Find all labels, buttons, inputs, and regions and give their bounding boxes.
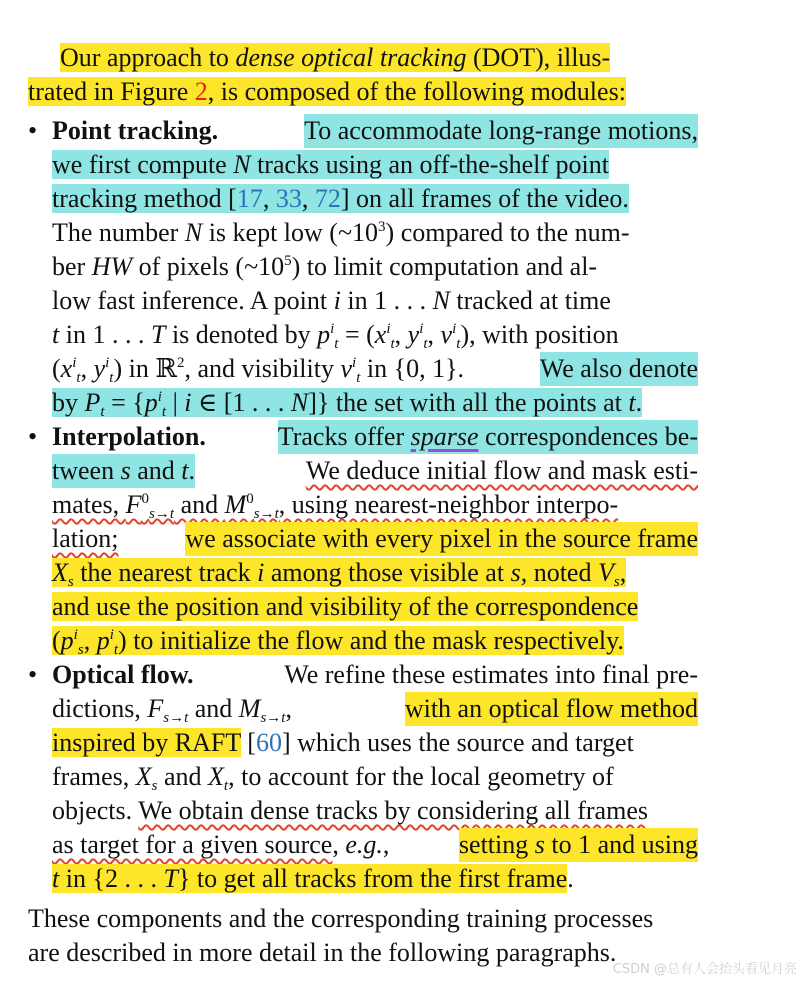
of-line-1 bbox=[52, 658, 698, 692]
text: in {0, 1}. bbox=[360, 354, 465, 383]
math-superscript: 0 bbox=[141, 491, 150, 507]
math-superscript: i bbox=[386, 321, 391, 337]
text: (DOT), illus- bbox=[466, 43, 611, 72]
math-subscript: s→t bbox=[163, 710, 189, 726]
emphasis-text: sparse bbox=[410, 422, 479, 451]
math-subscript: t bbox=[76, 370, 81, 386]
interp-line-2 bbox=[52, 454, 698, 488]
text: correspondences be- bbox=[478, 422, 698, 451]
citation-link[interactable]: 33 bbox=[275, 184, 302, 213]
intro-line-1 bbox=[60, 41, 697, 75]
closing-line-2 bbox=[28, 936, 616, 970]
text: the nearest track bbox=[73, 558, 258, 587]
of-line-6 bbox=[52, 828, 698, 862]
math: i bbox=[333, 286, 341, 315]
text: we associate with every pixel in the source frame bbox=[185, 522, 698, 556]
text: These components and the corresponding training processes bbox=[28, 904, 654, 933]
math: v bbox=[440, 320, 453, 349]
math-subscript: s bbox=[77, 642, 84, 658]
math-subscript: s→t bbox=[149, 506, 175, 522]
pt-line-4 bbox=[52, 216, 630, 250]
text: ), with position bbox=[460, 320, 619, 349]
text: , to account for the local geometry of bbox=[228, 762, 614, 791]
text: . bbox=[567, 864, 574, 893]
text: . bbox=[635, 388, 643, 417]
text: , bbox=[332, 830, 346, 859]
text: tween bbox=[52, 456, 121, 485]
closing-line-1 bbox=[28, 902, 653, 936]
math-superscript: i bbox=[452, 321, 457, 337]
text: setting bbox=[458, 830, 535, 859]
math: x bbox=[374, 320, 387, 349]
text: , bbox=[301, 184, 315, 213]
emphasis-text: e.g. bbox=[345, 830, 383, 859]
math: F bbox=[147, 694, 164, 723]
text: ∈ [1 . . . bbox=[191, 388, 291, 417]
text: ( bbox=[52, 354, 61, 383]
math-exponent: 3 bbox=[378, 219, 386, 235]
watermark: CSDN @总有人会抬头看见月亮 bbox=[612, 962, 797, 977]
of-line-5 bbox=[52, 794, 648, 828]
text: is kept low (~10 bbox=[202, 218, 379, 247]
math: x bbox=[60, 354, 73, 383]
text: of pixels (~10 bbox=[132, 252, 285, 281]
math: s bbox=[534, 830, 545, 859]
math-superscript: i bbox=[72, 355, 77, 371]
math-superscript: i bbox=[105, 355, 110, 371]
text: in 1 . . . bbox=[59, 320, 151, 349]
math-superscript: i bbox=[419, 321, 424, 337]
text: tracks using an off-the-shelf point bbox=[250, 150, 609, 179]
pt-line-3 bbox=[52, 182, 629, 216]
math: t bbox=[628, 388, 636, 417]
text: mates, bbox=[52, 490, 126, 519]
math: i bbox=[184, 388, 192, 417]
section-heading: Interpolation. bbox=[52, 422, 206, 451]
math-subscript: t bbox=[334, 336, 339, 352]
pt-line-9 bbox=[52, 386, 642, 420]
text: We refine these estimates into final pre- bbox=[284, 660, 698, 689]
of-line-3 bbox=[52, 726, 634, 760]
math: X bbox=[208, 762, 224, 791]
citation-link[interactable]: 72 bbox=[314, 184, 341, 213]
text: ]} the set with all the points at bbox=[308, 388, 629, 417]
text: Our approach to bbox=[60, 43, 236, 72]
math: s bbox=[510, 558, 521, 587]
math: p bbox=[60, 626, 74, 655]
of-line-2 bbox=[52, 692, 698, 726]
math: F bbox=[125, 490, 142, 519]
text: , using nearest-neighbor interpo- bbox=[278, 490, 619, 519]
text: To accommodate long-range motions, bbox=[304, 114, 698, 148]
math-subscript: t bbox=[100, 404, 105, 420]
text: and bbox=[188, 694, 239, 723]
math: N bbox=[432, 286, 450, 315]
text: dictions, bbox=[52, 694, 148, 723]
interp-line-5 bbox=[52, 556, 626, 590]
section-heading: Point tracking. bbox=[52, 116, 219, 145]
figure-link[interactable]: 2 bbox=[194, 77, 208, 106]
text: The number bbox=[52, 218, 185, 247]
text: ber bbox=[52, 252, 92, 281]
math-subscript: s bbox=[613, 574, 620, 590]
text: , bbox=[394, 320, 408, 349]
text: in ℝ bbox=[122, 354, 177, 383]
pt-line-2 bbox=[52, 148, 609, 182]
interp-line-6 bbox=[52, 590, 638, 624]
math: V bbox=[597, 558, 614, 587]
pt-line-1 bbox=[52, 114, 698, 148]
interp-line-1 bbox=[52, 420, 698, 454]
math: y bbox=[93, 354, 106, 383]
math: t bbox=[181, 456, 189, 485]
citation-link[interactable]: 17 bbox=[236, 184, 263, 213]
math: v bbox=[340, 354, 353, 383]
text: , bbox=[83, 626, 97, 655]
bullet-optical-flow: • bbox=[28, 660, 38, 689]
text: , and visibility bbox=[184, 354, 341, 383]
text: with an optical flow method bbox=[405, 692, 698, 726]
text: as target for a given source bbox=[52, 830, 333, 859]
text: lation; bbox=[52, 524, 119, 553]
math-subscript: t bbox=[113, 642, 119, 658]
math: M bbox=[238, 694, 261, 723]
text: ) compared to the num- bbox=[385, 218, 630, 247]
text: are described in more detail in the following paragraphs. bbox=[28, 938, 617, 967]
text: ( bbox=[52, 626, 61, 655]
text: , noted bbox=[520, 558, 598, 587]
math-superscript: i bbox=[330, 321, 335, 337]
pt-line-7 bbox=[52, 318, 619, 352]
math-superscript: i bbox=[73, 627, 78, 643]
text: tracked at time bbox=[449, 286, 611, 315]
math: p bbox=[317, 320, 331, 349]
text: we first compute bbox=[52, 150, 234, 179]
math: T bbox=[163, 864, 178, 893]
text: } to get all tracks from the first frame bbox=[177, 864, 568, 893]
text: [ bbox=[240, 728, 256, 757]
math-exponent: 2 bbox=[176, 355, 185, 371]
text: , bbox=[382, 830, 390, 859]
interp-line-4 bbox=[52, 522, 698, 556]
math-subscript: t bbox=[109, 370, 114, 386]
bullet-interpolation: • bbox=[28, 422, 38, 451]
pt-line-6 bbox=[52, 284, 611, 318]
text: by bbox=[52, 388, 85, 417]
text: Tracks offer bbox=[277, 422, 411, 451]
text: ) to limit computation and al- bbox=[291, 252, 598, 281]
math: T bbox=[150, 320, 166, 349]
citation-link[interactable]: 60 bbox=[255, 728, 282, 757]
text: to initialize the flow and the mask respectively. bbox=[126, 626, 624, 655]
math-subscript: t bbox=[390, 336, 395, 352]
pt-line-5 bbox=[52, 250, 597, 284]
math: M bbox=[224, 490, 247, 519]
text: to 1 and using bbox=[544, 830, 698, 859]
math: t bbox=[52, 320, 60, 349]
text: in {2 . . . bbox=[59, 864, 164, 893]
text: and bbox=[157, 762, 209, 791]
bullet-point-tracking: • bbox=[28, 116, 38, 145]
text: We deduce initial flow and mask esti- bbox=[305, 456, 698, 485]
math-subscript: t bbox=[161, 404, 167, 420]
text: We also denote bbox=[540, 352, 698, 386]
text: inspired by RAFT bbox=[52, 728, 241, 757]
math: X bbox=[52, 558, 68, 587]
math: N bbox=[290, 388, 309, 417]
math-subscript: s→t bbox=[260, 710, 286, 726]
text: and bbox=[174, 490, 225, 519]
text: , bbox=[285, 694, 292, 723]
text: low fast inference. A point bbox=[52, 286, 334, 315]
text: = ( bbox=[338, 320, 375, 349]
text: We obtain dense tracks by considering all frames bbox=[138, 796, 648, 825]
pt-line-8 bbox=[52, 352, 698, 386]
text: and use the position and visibility of the correspondence bbox=[52, 592, 639, 621]
math-subscript: t bbox=[356, 370, 361, 386]
interp-line-3 bbox=[52, 488, 618, 522]
of-line-4 bbox=[52, 760, 614, 794]
math-superscript: i bbox=[109, 627, 114, 643]
text: . bbox=[188, 456, 195, 485]
math-subscript: t bbox=[223, 778, 229, 794]
math: y bbox=[407, 320, 420, 349]
math: N bbox=[184, 218, 203, 247]
text: tracking method [ bbox=[52, 184, 237, 213]
text: , bbox=[619, 558, 627, 587]
text: is denoted by bbox=[165, 320, 318, 349]
math-subscript: t bbox=[456, 336, 461, 352]
math: p bbox=[96, 626, 110, 655]
text: | bbox=[166, 388, 185, 417]
math-exponent: 5 bbox=[284, 253, 292, 269]
emphasis-text: dense optical tracking bbox=[235, 43, 467, 72]
math: i bbox=[257, 558, 265, 587]
math-superscript: i bbox=[352, 355, 357, 371]
text: = { bbox=[104, 388, 145, 417]
section-heading: Optical flow. bbox=[52, 660, 194, 689]
text: objects. bbox=[52, 796, 139, 825]
math-subscript: s→t bbox=[253, 506, 279, 522]
math-subscript: t bbox=[423, 336, 428, 352]
math: t bbox=[52, 864, 60, 893]
text: , bbox=[427, 320, 441, 349]
math: p bbox=[144, 388, 158, 417]
text: trated in Figure bbox=[28, 77, 195, 106]
text: among those visible at bbox=[264, 558, 511, 587]
text: ) bbox=[118, 626, 127, 655]
math: X bbox=[135, 762, 152, 791]
math-superscript: i bbox=[157, 389, 162, 405]
text: , bbox=[262, 184, 276, 213]
text: in 1 . . . bbox=[340, 286, 433, 315]
math-subscript: s bbox=[67, 574, 74, 590]
math-superscript: 0 bbox=[246, 491, 254, 507]
text: ] on all frames of the video. bbox=[340, 184, 629, 213]
text: ] which uses the source and target bbox=[281, 728, 634, 757]
text: , bbox=[80, 354, 94, 383]
intro-line-2 bbox=[28, 75, 626, 109]
math: HW bbox=[91, 252, 133, 281]
math: N bbox=[233, 150, 251, 179]
of-line-7 bbox=[52, 862, 574, 896]
text: ) bbox=[113, 354, 123, 383]
text: and bbox=[130, 456, 182, 485]
math: P bbox=[84, 388, 101, 417]
text: frames, bbox=[52, 762, 136, 791]
math: s bbox=[120, 456, 131, 485]
text: , is composed of the following modules: bbox=[207, 77, 626, 106]
interp-line-7 bbox=[52, 624, 624, 658]
math-subscript: s bbox=[151, 778, 158, 794]
